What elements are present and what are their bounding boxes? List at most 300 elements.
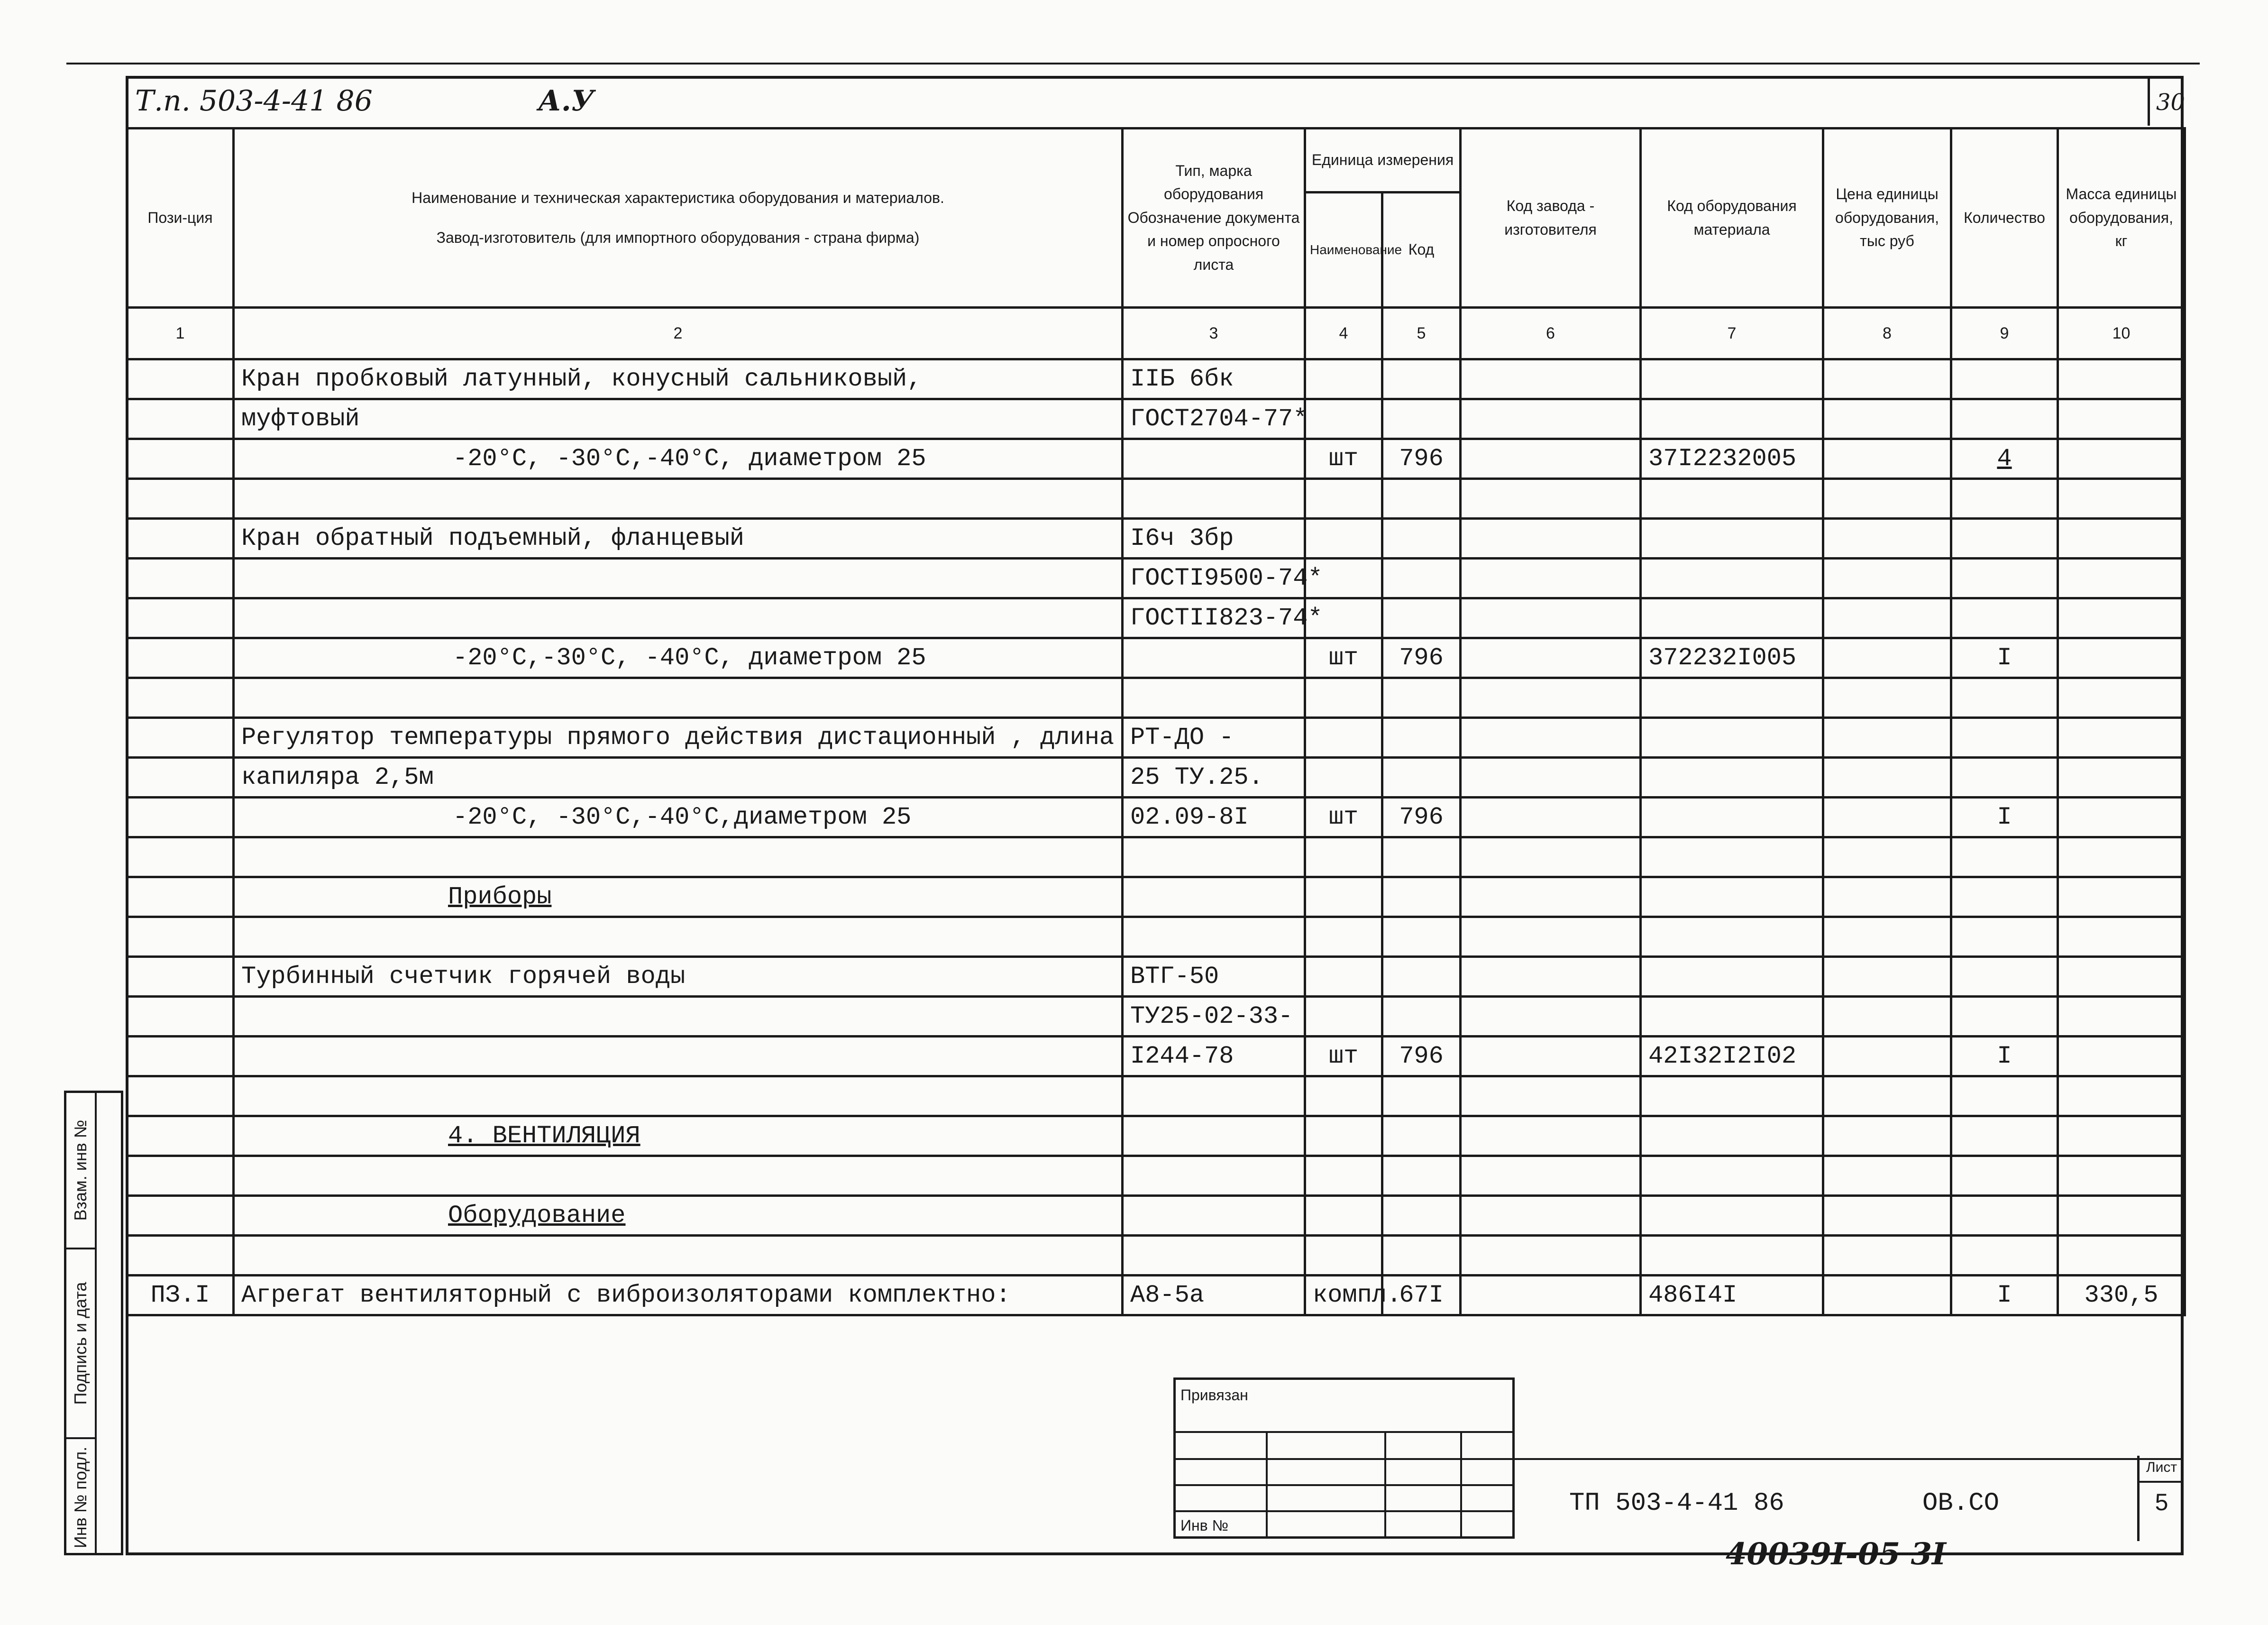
cell-type: I6ч 3бр [1123, 519, 1305, 559]
cell-qty [1951, 758, 2058, 798]
table-row [127, 997, 2185, 1037]
cell-pos: ПЗ.I [127, 1276, 234, 1315]
cell-name: Приборы [234, 877, 1123, 917]
cell-unit [1305, 758, 1382, 798]
header-price: Цена единицы оборудования, тыс руб [1823, 129, 1951, 308]
cell-price [1823, 638, 1951, 678]
cell-equip [1641, 559, 1823, 598]
side-stamp-inv-cell [66, 1439, 95, 1555]
cell-name: Кран пробковый латунный, конусный сальниковый, [234, 359, 1123, 399]
cell-pos [127, 399, 234, 439]
cell-unit: шт [1305, 439, 1382, 479]
cell-mass [2058, 598, 2185, 638]
cell-name [234, 1037, 1123, 1076]
cell-name: Кран обратный подъемный, фланцевый [234, 519, 1123, 559]
cell-code [1382, 1236, 1461, 1276]
cell-unit: шт [1305, 638, 1382, 678]
cell-mass [2058, 479, 2185, 519]
cell-mass [2058, 718, 2185, 758]
cell-code: 67I [1382, 1276, 1461, 1315]
cell-unit [1305, 1116, 1382, 1156]
cell-factory [1461, 877, 1641, 917]
cell-pos [127, 718, 234, 758]
title-block-top [1515, 1458, 2184, 1460]
cell-type [1123, 678, 1305, 718]
cell-mass [2058, 519, 2185, 559]
cell-price [1823, 957, 1951, 997]
cell-name: -20°С, -30°С,-40°С, диаметром 25 [234, 439, 1123, 479]
cell-unit: шт [1305, 1037, 1382, 1076]
cell-type: 02.09-8I [1123, 798, 1305, 837]
cell-price [1823, 1276, 1951, 1315]
cell-pos [127, 837, 234, 877]
attached-grid [1266, 1431, 1268, 1536]
cell-mass [2058, 758, 2185, 798]
cell-qty [1951, 1116, 2058, 1156]
table-row [127, 1076, 2185, 1116]
table-row [127, 519, 2185, 559]
cell-pos [127, 1076, 234, 1116]
cell-factory [1461, 1116, 1641, 1156]
cell-name [234, 1076, 1123, 1116]
cell-pos [127, 598, 234, 638]
col-number: 1 [127, 308, 234, 359]
cell-equip [1641, 718, 1823, 758]
cell-factory [1461, 399, 1641, 439]
cell-code [1382, 519, 1461, 559]
cell-factory [1461, 957, 1641, 997]
cell-name [234, 598, 1123, 638]
cell-price [1823, 1116, 1951, 1156]
cell-mass [2058, 638, 2185, 678]
table-row [127, 837, 2185, 877]
cell-code: 796 [1382, 439, 1461, 479]
cell-pos [127, 1037, 234, 1076]
cell-qty [1951, 559, 2058, 598]
cell-price [1823, 598, 1951, 638]
cell-mass [2058, 798, 2185, 837]
cell-factory [1461, 479, 1641, 519]
side-stamp-divider [95, 1093, 97, 1553]
table-row [127, 399, 2185, 439]
cell-code: 796 [1382, 798, 1461, 837]
project-ref: Т.п. 503-4-41 86 [135, 84, 373, 118]
cell-qty [1951, 1156, 2058, 1196]
header-unit-name: Наименование [1305, 193, 1382, 308]
cell-type [1123, 439, 1305, 479]
side-stamp-inv-no: Инв № подл. [71, 1446, 90, 1548]
cell-qty [1951, 1196, 2058, 1236]
header-name [234, 129, 1123, 308]
cell-name: Агрегат вентиляторный с виброизоляторами комплектно: [234, 1276, 1123, 1315]
cell-qty [1951, 957, 2058, 997]
table-row [127, 1037, 2185, 1076]
cell-name: Турбинный счетчик горячей воды [234, 957, 1123, 997]
cell-pos [127, 519, 234, 559]
cell-factory [1461, 1156, 1641, 1196]
cell-equip [1641, 519, 1823, 559]
cell-factory [1461, 1276, 1641, 1315]
cell-price [1823, 519, 1951, 559]
cell-unit [1305, 997, 1382, 1037]
cell-price [1823, 559, 1951, 598]
cell-unit [1305, 917, 1382, 957]
cell-equip [1641, 837, 1823, 877]
cell-qty [1951, 399, 2058, 439]
cell-pos [127, 479, 234, 519]
cell-name [234, 1156, 1123, 1196]
cell-mass [2058, 439, 2185, 479]
attached-grid [1173, 1431, 1515, 1433]
attached-grid [1460, 1431, 1462, 1536]
cell-unit [1305, 678, 1382, 718]
table-row [127, 678, 2185, 718]
cell-factory [1461, 678, 1641, 718]
col-number: 10 [2058, 308, 2185, 359]
cell-equip [1641, 1076, 1823, 1116]
cell-factory [1461, 559, 1641, 598]
cell-type: ГОСТI9500-74* [1123, 559, 1305, 598]
cell-unit [1305, 837, 1382, 877]
cell-qty [1951, 598, 2058, 638]
cell-factory [1461, 798, 1641, 837]
cell-mass [2058, 359, 2185, 399]
cell-factory [1461, 598, 1641, 638]
cell-price [1823, 359, 1951, 399]
cell-code [1382, 1196, 1461, 1236]
cell-pos [127, 1236, 234, 1276]
cell-code: 796 [1382, 1037, 1461, 1076]
specification-body [127, 359, 2185, 1315]
table-row [127, 1116, 2185, 1156]
cell-code [1382, 1156, 1461, 1196]
cell-equip [1641, 359, 1823, 399]
cell-factory [1461, 718, 1641, 758]
table-row [127, 479, 2185, 519]
cell-type [1123, 837, 1305, 877]
cell-code [1382, 837, 1461, 877]
cell-code [1382, 997, 1461, 1037]
side-stamp-sign-cell [66, 1249, 95, 1439]
cell-unit [1305, 1076, 1382, 1116]
side-stamp-replace-cell [66, 1093, 95, 1249]
cell-type: А8-5а [1123, 1276, 1305, 1315]
cell-factory [1461, 997, 1641, 1037]
table-row [127, 877, 2185, 917]
side-stamp-sign-date: Подпись и дата [71, 1282, 90, 1405]
cell-pos [127, 957, 234, 997]
cell-pos [127, 997, 234, 1037]
cell-pos [127, 439, 234, 479]
cell-factory [1461, 638, 1641, 678]
header-factory-code: Код завода - изготовителя [1461, 129, 1641, 308]
col-number: 2 [234, 308, 1123, 359]
cell-mass [2058, 1037, 2185, 1076]
cell-unit [1305, 399, 1382, 439]
header-pos: Пози-ция [127, 129, 234, 308]
cell-price [1823, 1037, 1951, 1076]
col-number: 8 [1823, 308, 1951, 359]
top-rule [66, 63, 2200, 64]
cell-name: 4. ВЕНТИЛЯЦИЯ [234, 1116, 1123, 1156]
cell-equip [1641, 678, 1823, 718]
cell-qty [1951, 519, 2058, 559]
col-number: 4 [1305, 308, 1382, 359]
cell-pos [127, 1196, 234, 1236]
cell-pos [127, 798, 234, 837]
cell-mass [2058, 1076, 2185, 1116]
cell-code [1382, 877, 1461, 917]
cell-unit [1305, 519, 1382, 559]
attached-label: Привязан [1180, 1386, 1248, 1404]
cell-price [1823, 439, 1951, 479]
cell-price [1823, 718, 1951, 758]
cell-mass [2058, 957, 2185, 997]
cell-mass [2058, 678, 2185, 718]
cell-factory [1461, 1037, 1641, 1076]
cell-equip [1641, 1236, 1823, 1276]
cell-unit [1305, 1236, 1382, 1276]
header-mass: Масса единицы оборудования, кг [2058, 129, 2185, 308]
cell-type [1123, 479, 1305, 519]
cell-mass [2058, 1116, 2185, 1156]
cell-price [1823, 1196, 1951, 1236]
cell-factory [1461, 359, 1641, 399]
cell-code [1382, 1076, 1461, 1116]
cell-price [1823, 1156, 1951, 1196]
cell-qty [1951, 359, 2058, 399]
header-unit-group: Единица измерения [1305, 129, 1461, 193]
cell-price [1823, 1236, 1951, 1276]
cell-factory [1461, 1236, 1641, 1276]
cell-equip: 42I32I2I02 [1641, 1037, 1823, 1076]
table-row [127, 638, 2185, 678]
cell-code [1382, 479, 1461, 519]
cell-factory [1461, 439, 1641, 479]
cell-name: -20°С,-30°С, -40°С, диаметром 25 [234, 638, 1123, 678]
cell-equip: 486I4I [1641, 1276, 1823, 1315]
cell-qty [1951, 997, 2058, 1037]
cell-mass [2058, 1236, 2185, 1276]
cell-equip [1641, 957, 1823, 997]
col-number: 7 [1641, 308, 1823, 359]
cell-factory [1461, 1196, 1641, 1236]
table-row [127, 1156, 2185, 1196]
cell-qty [1951, 718, 2058, 758]
cell-unit: компл. [1305, 1276, 1382, 1315]
cell-qty: I [1951, 638, 2058, 678]
cell-type: ТУ25-02-33- [1123, 997, 1305, 1037]
cell-name: Оборудование [234, 1196, 1123, 1236]
cell-code [1382, 559, 1461, 598]
col-number: 5 [1382, 308, 1461, 359]
sheet-label: Лист [2140, 1456, 2184, 1483]
cell-factory [1461, 917, 1641, 957]
cell-code [1382, 917, 1461, 957]
cell-pos [127, 559, 234, 598]
cell-equip [1641, 1156, 1823, 1196]
cell-name: -20°С, -30°С,-40°С,диаметром 25 [234, 798, 1123, 837]
table-row [127, 758, 2185, 798]
cell-equip: 372232I005 [1641, 638, 1823, 678]
cell-qty: I [1951, 1276, 2058, 1315]
cell-name [234, 837, 1123, 877]
doc-mark: ОВ.СО [1922, 1489, 2000, 1518]
table-row [127, 957, 2185, 997]
cell-equip: 37I2232005 [1641, 439, 1823, 479]
cell-type: ГОСТ2704-77* [1123, 399, 1305, 439]
cell-qty: 4 [1951, 439, 2058, 479]
inv-label: Инв № [1180, 1517, 1228, 1534]
table-row [127, 598, 2185, 638]
header-unit-code: Код [1382, 193, 1461, 308]
cell-type: 25 ТУ.25. [1123, 758, 1305, 798]
table-row [127, 1276, 2185, 1315]
cell-code [1382, 359, 1461, 399]
cell-unit: шт [1305, 798, 1382, 837]
cell-pos [127, 638, 234, 678]
cell-unit [1305, 877, 1382, 917]
cell-code [1382, 1116, 1461, 1156]
cell-price [1823, 758, 1951, 798]
cell-qty [1951, 917, 2058, 957]
cell-type [1123, 1156, 1305, 1196]
col-number: 6 [1461, 308, 1641, 359]
column-numbers-row [127, 308, 2185, 359]
cell-name [234, 997, 1123, 1037]
sheet-number: 5 [2155, 1489, 2168, 1515]
attached-grid [1173, 1510, 1515, 1512]
cell-price [1823, 877, 1951, 917]
cell-equip [1641, 479, 1823, 519]
side-stamp-replace-inv: Взам. инв № [71, 1120, 90, 1221]
cell-mass [2058, 1156, 2185, 1196]
cell-mass [2058, 837, 2185, 877]
cell-mass [2058, 917, 2185, 957]
table-row [127, 439, 2185, 479]
cell-pos [127, 758, 234, 798]
cell-type: РТ-ДО - [1123, 718, 1305, 758]
cell-type: ГОСТII823-74* [1123, 598, 1305, 638]
cell-unit [1305, 1156, 1382, 1196]
header-equip-code: Код оборудования материала [1641, 129, 1823, 308]
album-mark: А.У [538, 84, 594, 118]
cell-equip [1641, 1196, 1823, 1236]
cell-equip [1641, 758, 1823, 798]
cell-pos [127, 678, 234, 718]
sheet-box [2137, 1456, 2184, 1541]
cell-mass [2058, 997, 2185, 1037]
cell-unit [1305, 718, 1382, 758]
cell-name [234, 917, 1123, 957]
cell-qty [1951, 1076, 2058, 1116]
cell-qty [1951, 678, 2058, 718]
header-name-line2: Завод-изготовитель (для импортного оборудования - страна фирма) [436, 229, 920, 246]
cell-unit [1305, 1196, 1382, 1236]
header-type: Тип, марка оборудования Обозначение документа и номер опросного листа [1123, 129, 1305, 308]
cell-equip [1641, 399, 1823, 439]
cell-price [1823, 1076, 1951, 1116]
cell-price [1823, 479, 1951, 519]
cell-qty [1951, 1236, 2058, 1276]
cell-factory [1461, 758, 1641, 798]
cell-name [234, 559, 1123, 598]
table-row [127, 798, 2185, 837]
cell-type [1123, 917, 1305, 957]
cell-qty [1951, 479, 2058, 519]
cell-factory [1461, 1076, 1641, 1116]
cell-price [1823, 399, 1951, 439]
cell-pos [127, 1156, 234, 1196]
table-row [127, 1196, 2185, 1236]
cell-unit [1305, 479, 1382, 519]
cell-type: IIБ 6бк [1123, 359, 1305, 399]
cell-price [1823, 997, 1951, 1037]
header-name-line1: Наименование и техническая характеристика оборудования и материалов. [412, 189, 944, 206]
cell-mass [2058, 399, 2185, 439]
attached-grid [1173, 1458, 1515, 1460]
specification-table [126, 127, 2186, 1316]
cell-mass: 330,5 [2058, 1276, 2185, 1315]
attached-grid [1173, 1484, 1515, 1486]
cell-pos [127, 1116, 234, 1156]
cell-equip [1641, 877, 1823, 917]
cell-price [1823, 917, 1951, 957]
col-number: 9 [1951, 308, 2058, 359]
cell-equip [1641, 598, 1823, 638]
cell-name: муфтовый [234, 399, 1123, 439]
cell-code [1382, 678, 1461, 718]
cell-pos [127, 917, 234, 957]
cell-factory [1461, 837, 1641, 877]
cell-qty [1951, 837, 2058, 877]
cell-name [234, 678, 1123, 718]
cell-type [1123, 1236, 1305, 1276]
col-number: 3 [1123, 308, 1305, 359]
cell-mass [2058, 877, 2185, 917]
cell-qty [1951, 877, 2058, 917]
cell-name: Регулятор температуры прямого действия дистационный , длина [234, 718, 1123, 758]
table-row [127, 917, 2185, 957]
cell-code [1382, 758, 1461, 798]
cell-pos [127, 359, 234, 399]
cell-type [1123, 638, 1305, 678]
table-row [127, 359, 2185, 399]
cell-code [1382, 957, 1461, 997]
cell-equip [1641, 1116, 1823, 1156]
table-row [127, 718, 2185, 758]
side-stamp [64, 1091, 123, 1555]
cell-name: капиляра 2,5м [234, 758, 1123, 798]
archive-number: 40039I-05 3I [1726, 1536, 1946, 1572]
cell-type [1123, 1076, 1305, 1116]
cell-factory [1461, 519, 1641, 559]
cell-type: ВТГ-50 [1123, 957, 1305, 997]
cell-equip [1641, 997, 1823, 1037]
cell-type: I244-78 [1123, 1037, 1305, 1076]
cell-pos [127, 877, 234, 917]
cell-code [1382, 718, 1461, 758]
cell-equip [1641, 917, 1823, 957]
header-qty: Количество [1951, 129, 2058, 308]
cell-mass [2058, 1196, 2185, 1236]
cell-unit [1305, 957, 1382, 997]
cell-code [1382, 399, 1461, 439]
doc-code: ТП 503-4-41 86 [1569, 1489, 1784, 1518]
attached-grid [1384, 1431, 1386, 1536]
cell-qty: I [1951, 1037, 2058, 1076]
cell-mass [2058, 559, 2185, 598]
